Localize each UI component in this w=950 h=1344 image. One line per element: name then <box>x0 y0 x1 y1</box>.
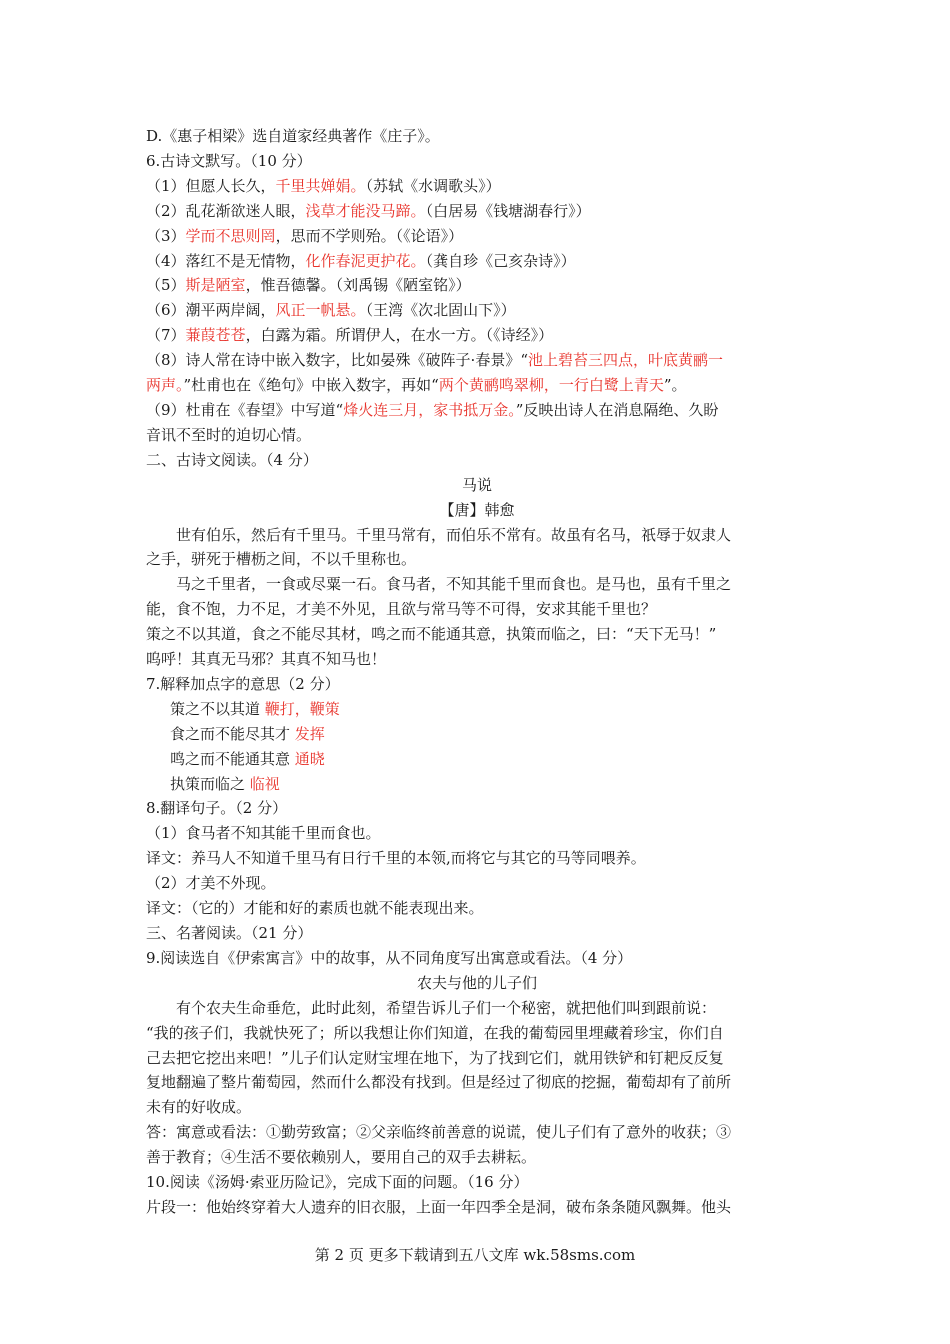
text-line: 音讯不至时的迫切心情。 <box>146 425 312 444</box>
question-heading: 9.阅读选自《伊索寓言》中的故事，从不同角度写出寓意或看法。（4 分） <box>146 948 633 967</box>
answer-text: 通晓 <box>294 749 325 768</box>
question-heading: 8.翻译句子。（2 分） <box>146 799 288 818</box>
answer-text: 临视 <box>249 774 280 793</box>
word-explanation: 执策而临之 临视 <box>170 774 280 793</box>
recitation-item: （7）蒹葭苍苍，白露为霜。所谓伊人，在水一方。（《诗经》） <box>146 326 554 345</box>
poem-title: 马说 <box>461 475 492 494</box>
answer-text: 蒹葭苍苍 <box>185 326 246 345</box>
recitation-item: （6）潮平两岸阔，风正一帆悬。（王湾《次北固山下》） <box>146 301 516 320</box>
story-paragraph-cont: 未有的好收成。 <box>146 1098 252 1117</box>
poem-author: 【唐】韩愈 <box>439 500 515 519</box>
word-explanation: 鸣之而不能通其意 通晓 <box>170 749 325 768</box>
answer-text: 两声。 <box>146 376 184 395</box>
answer-text: 鞭打，鞭策 <box>264 699 340 718</box>
answer-line: 善于教育；④生活不要依赖别人，要用自己的双手去耕耘。 <box>146 1148 537 1167</box>
translation-text: 译文：养马人不知道千里马有日行千里的本领,而将它与其它的马等同喂养。 <box>146 849 646 868</box>
passage-paragraph-cont: 能，食不饱，力不足，才美不外见，且欲与常马等不可得，安求其能千里也？ <box>146 600 657 619</box>
answer-text: 池上碧苔三四点，叶底黄鹂一 <box>527 351 723 370</box>
passage-paragraph-cont: 之手，骈死于槽枥之间，不以千里称也。 <box>146 550 417 569</box>
answer-text: 浅草才能没马蹄。 <box>305 201 426 220</box>
recitation-item: （4）落红不是无情物，化作春泥更护花。（龚自珍《己亥杂诗》） <box>146 251 576 270</box>
story-title: 农夫与他的儿子们 <box>416 973 537 992</box>
excerpt-line: 片段一：他始终穿着大人遗弃的旧衣服，上面一年四季全是洞，破布条条随风飘舞。他头 <box>146 1197 732 1216</box>
text-line: D.《惠子相梁》选自道家经典著作《庄子》。 <box>146 127 440 145</box>
answer-text: 烽火连三月，家书抵万金。 <box>343 400 516 419</box>
translation-text: 译文：（它的）才能和好的素质也就不能表现出来。 <box>146 899 484 918</box>
passage-paragraph: 马之千里者，一食或尽粟一石。食马者，不知其能千里而食也。是马也，虽有千里之 <box>176 575 732 594</box>
recitation-item: （3）学而不思则罔，思而不学则殆。（《论语》） <box>146 226 464 245</box>
story-paragraph-cont: 己去把它挖出来吧！”儿子们认定财宝埋在地下，为了找到它们，就用铁铲和钉耙反反复 <box>146 1048 724 1067</box>
question-heading: 10.阅读《汤姆·索亚历险记》，完成下面的问题。（16 分） <box>146 1173 529 1192</box>
recitation-item: （2）乱花渐欲迷人眼，浅草才能没马蹄。（白居易《钱塘湖春行》） <box>146 201 591 220</box>
answer-line: 答：寓意或看法：①勤劳致富；②父亲临终前善意的说谎，使儿子们有了意外的收获；③ <box>146 1123 732 1142</box>
passage-paragraph-cont: 呜呼！其真无马邪？其真不知马也！ <box>146 650 387 669</box>
passage-paragraph: 世有伯乐，然后有千里马。千里马常有，而伯乐不常有。故虽有名马，祇辱于奴隶人 <box>176 525 732 544</box>
answer-text: 风正一帆悬。 <box>275 301 366 320</box>
question-heading: 7.解释加点字的意思（2 分） <box>146 674 340 693</box>
answer-text: 千里共婵娟。 <box>275 176 366 195</box>
word-explanation: 策之不以其道 鞭打，鞭策 <box>170 699 340 718</box>
story-paragraph-cont: 复地翻遍了整片葡萄园，然而什么都没有找到。但是经过了彻底的挖掘，葡萄却有了前所 <box>146 1073 732 1092</box>
page-footer: 第 2 页 更多下载请到五八文库 wk.58sms.com <box>314 1246 636 1264</box>
answer-text: 发挥 <box>294 724 325 743</box>
text-line: （1）食马者不知其能千里而食也。 <box>146 824 381 843</box>
question-heading: 6.古诗文默写。（10 分） <box>146 151 312 170</box>
answer-text: 化作春泥更护花。 <box>305 251 426 270</box>
recitation-item: （8）诗人常在诗中嵌入数字，比如晏殊《破阵子·春景》“池上碧苔三四点，叶底黄鹂一 <box>146 351 723 370</box>
answer-text: 斯是陋室 <box>185 276 246 295</box>
recitation-item-cont: 两声。”杜甫也在《绝句》中嵌入数字，再如“两个黄鹂鸣翠柳，一行白鹭上青天”。 <box>146 376 687 395</box>
recitation-item: （9）杜甫在《春望》中写道“烽火连三月，家书抵万金。”反映出诗人在消息隔绝、久盼 <box>146 400 719 419</box>
story-paragraph: 有个农夫生命垂危，此时此刻，希望告诉儿子们一个秘密，就把他们叫到跟前说： <box>176 998 717 1017</box>
answer-text: 学而不思则罔 <box>185 226 276 245</box>
recitation-item: （1）但愿人长久，千里共婵娟。（苏轼《水调歌头》） <box>146 176 501 195</box>
passage-paragraph: 策之不以其道，食之不能尽其材，鸣之而不能通其意，执策而临之，曰：“天下无马！” <box>146 625 717 644</box>
answer-text: 两个黄鹂鸣翠柳，一行白鹭上青天 <box>438 376 664 395</box>
page-content <box>146 124 808 1220</box>
text-line: （2）才美不外现。 <box>146 874 276 893</box>
word-explanation: 食之而不能尽其才 发挥 <box>170 724 325 743</box>
recitation-item: （5）斯是陋室，惟吾德馨。（刘禹锡《陋室铭》） <box>146 276 471 295</box>
story-paragraph-cont: “我的孩子们，我就快死了；所以我想让你们知道，在我的葡萄园里埋藏着珍宝，你们自 <box>146 1023 724 1042</box>
section-heading: 二、古诗文阅读。（4 分） <box>146 450 318 469</box>
section-heading: 三、名著阅读。（21 分） <box>146 924 313 942</box>
